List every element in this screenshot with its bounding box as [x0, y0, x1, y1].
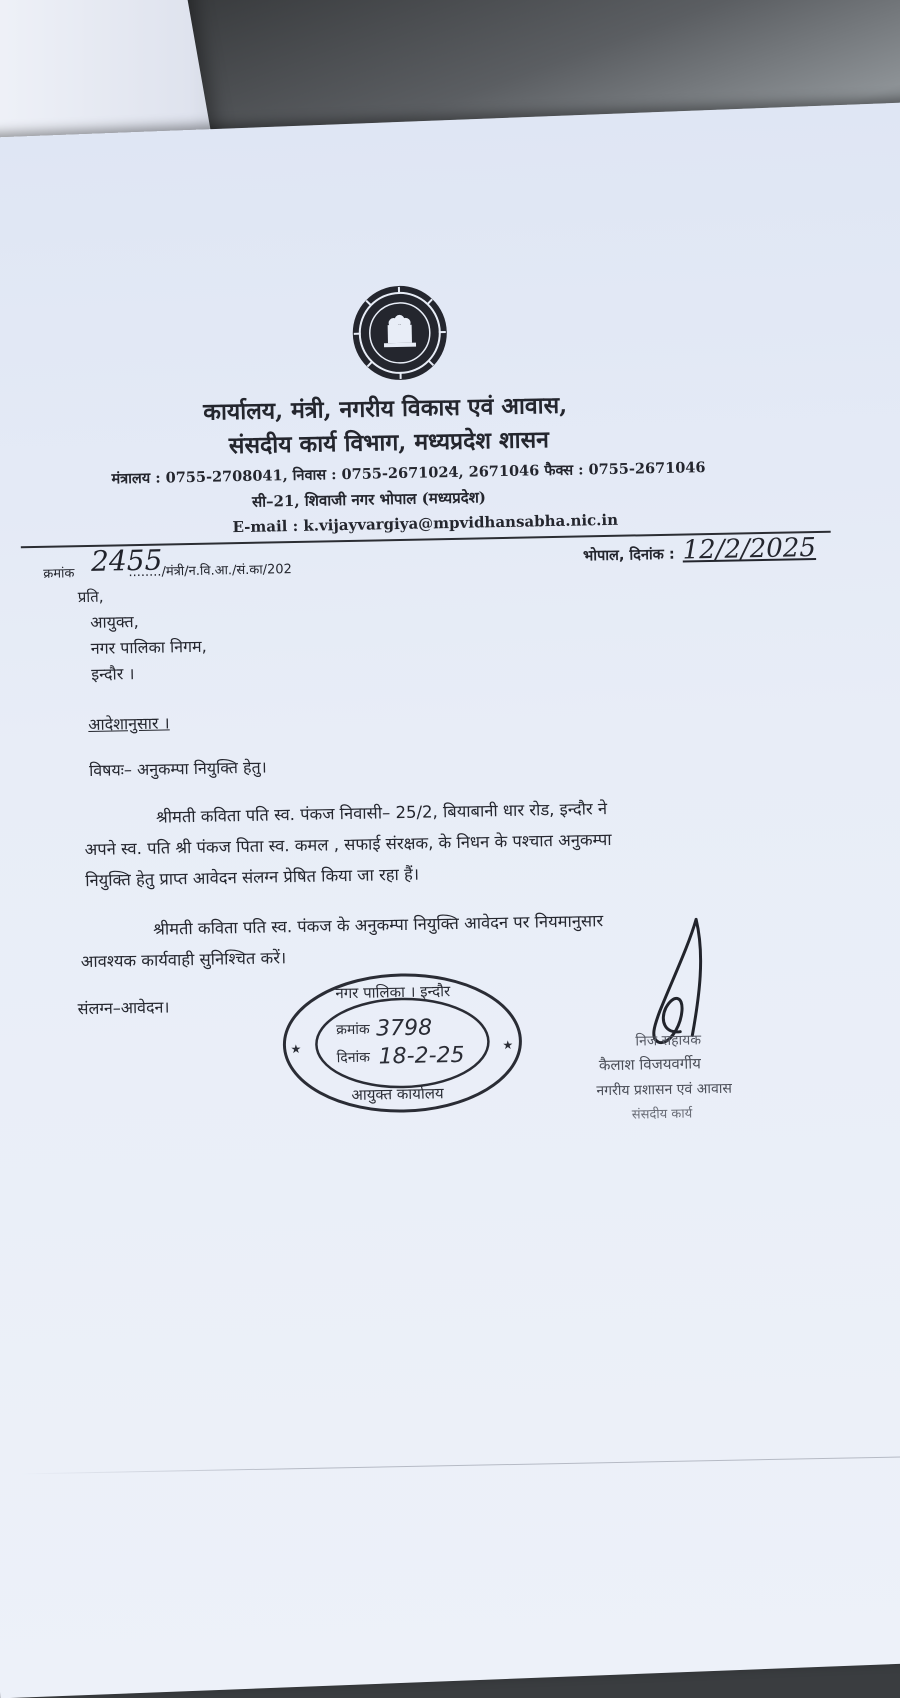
reference-number: 2455 — [91, 544, 163, 578]
signature-seal-line: संसदीय कार्य — [632, 1103, 693, 1122]
signature-seal-line: निज सहायक — [635, 1030, 701, 1050]
page-fold-line — [19, 1456, 900, 1474]
recipient-line: इन्दौर । — [91, 662, 135, 685]
date-line — [583, 533, 816, 567]
stamp-bottom-text: आयुक्त कार्यालय — [351, 1084, 444, 1105]
stamp-number-label: क्रमांक — [336, 1022, 370, 1039]
reference-line — [43, 559, 292, 582]
subject-line: विषयः– अनुकम्पा नियुक्ति हेतु। — [89, 756, 267, 781]
body-paragraph-line: आवश्यक कार्यवाही सुनिश्चित करें। — [80, 942, 286, 977]
madhya-pradesh-emblem-icon — [351, 284, 449, 382]
recipient-prefix: प्रति, — [78, 587, 104, 607]
order-label: आदेशानुसार । — [88, 711, 170, 735]
body-paragraph-line: नियुक्ति हेतु प्राप्त आवेदन संलग्न प्रेषित किया जा रहा हैं। — [85, 859, 419, 896]
signature-seal-line: नगरीय प्रशासन एवं आवास — [596, 1079, 732, 1101]
date-label: भोपाल, दिनांक : — [583, 547, 675, 565]
recipient-line: नगर पालिका निगम, — [91, 635, 207, 659]
body-paragraph-line: श्रीमती कविता पति स्व. पंकज निवासी– 25/2, बियाबानी धार रोड, इन्दौर ने — [156, 793, 608, 833]
date-value: 12/2/2025 — [682, 533, 816, 566]
received-stamp — [279, 967, 527, 1120]
stamp-date-label: दिनांक — [337, 1049, 371, 1067]
body-paragraph-line: अपने स्व. पति श्री पंकज पिता स्व. कमल , सफाई संरक्षक, के निधन के पश्चात अनुकम्पा — [84, 824, 611, 865]
recipient-line: आयुक्त, — [90, 610, 139, 633]
office-title: कार्यालय, मंत्री, नगरीय विकास एवं आवास, — [203, 388, 568, 427]
stamp-star-icon: ★ — [502, 1038, 513, 1052]
stamp-date-value: 18-2-25 — [378, 1043, 464, 1070]
department-title: संसदीय कार्य विभाग, मध्यप्रदेश शासन — [229, 422, 550, 460]
contact-numbers: मंत्रालय : 0755-2708041, निवास : 0755-2671024, 2671046 फैक्स : 0755-2671046 — [111, 457, 705, 488]
reference-suffix: ......../मंत्री/न.वि.आ./सं.का/202 — [128, 562, 292, 580]
stamp-top-text: नगर पालिका । इन्दौर — [335, 982, 451, 1002]
office-address: सी–21, शिवाजी नगर भोपाल (मध्यप्रदेश) — [252, 487, 486, 511]
email-address: E-mail : k.vijayvargiya@mpvidhansabha.nic.in — [232, 511, 618, 536]
signature-seal-line: कैलाश विजयवर्गीय — [599, 1053, 701, 1075]
stamp-number-value: 3798 — [376, 1015, 432, 1041]
reference-prefix: क्रमांक — [43, 566, 74, 582]
body-paragraph-line: श्रीमती कविता पति स्व. पंकज के अनुकम्पा नियुक्ति आवेदन पर नियमानुसार — [153, 905, 604, 945]
stamp-star-icon: ★ — [290, 1042, 301, 1056]
enclosure-note: संलग्न–आवेदन। — [77, 995, 169, 1019]
